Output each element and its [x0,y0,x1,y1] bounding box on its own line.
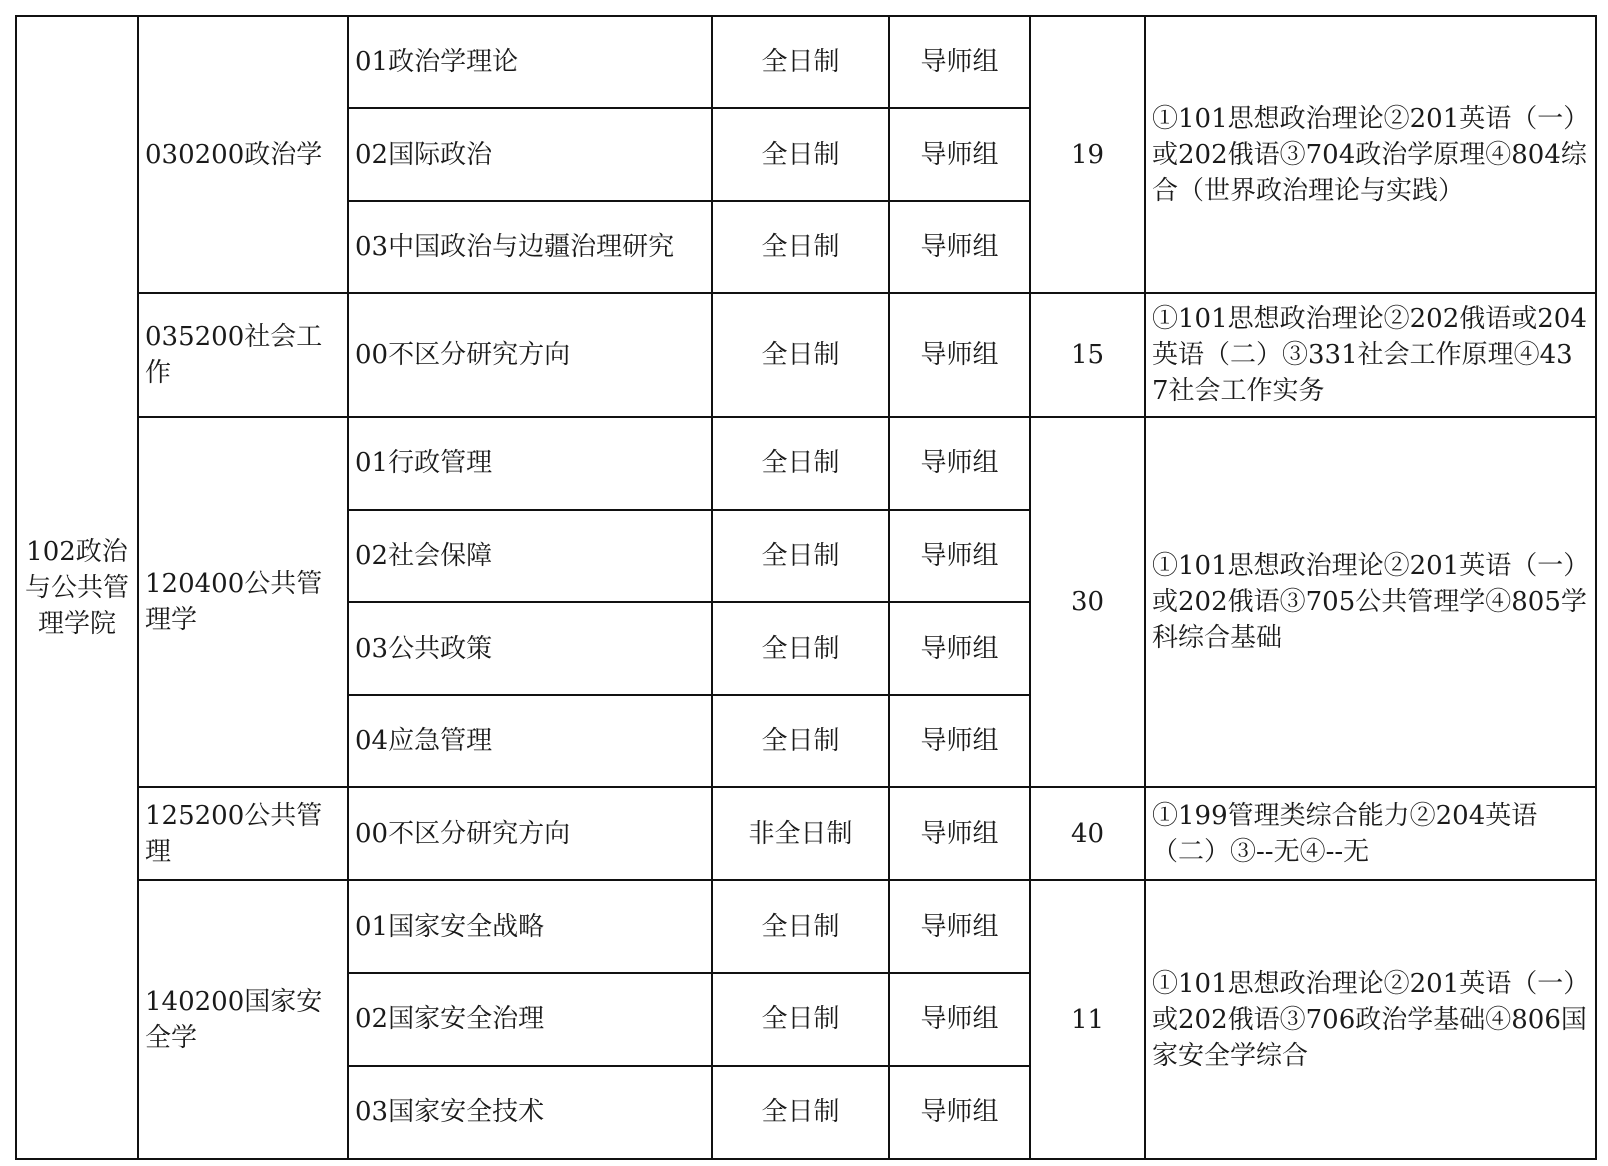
quota-cell: 19 [1030,16,1145,293]
supervisor-cell: 导师组 [889,417,1030,510]
admissions-table [15,15,1597,1160]
table-row [16,293,1596,416]
quota-cell: 30 [1030,417,1145,788]
supervisor-cell: 导师组 [889,16,1030,108]
supervisor-cell: 导师组 [889,108,1030,201]
supervisor-cell: 导师组 [889,787,1030,880]
study-mode-cell: 全日制 [712,293,889,416]
study-mode-cell: 全日制 [712,417,889,510]
admissions-table-container [15,15,1595,1160]
table-row [16,417,1596,510]
study-mode-cell: 全日制 [712,695,889,787]
study-mode-cell: 全日制 [712,108,889,201]
table-row [16,880,1596,972]
direction-cell: 02国家安全治理 [348,973,712,1066]
quota-cell: 11 [1030,880,1145,1159]
direction-cell: 02社会保障 [348,510,712,602]
major-cell: 035200社会工作 [138,293,348,416]
study-mode-cell: 全日制 [712,880,889,972]
direction-cell: 00不区分研究方向 [348,293,712,416]
exam-subjects-cell: ①199管理类综合能力②204英语（二）③--无④--无 [1145,787,1596,880]
table-row [16,787,1596,880]
quota-cell: 40 [1030,787,1145,880]
exam-subjects-cell: ①101思想政治理论②201英语（一）或202俄语③704政治学原理④804综合（世界政治理论与实践） [1145,16,1596,293]
supervisor-cell: 导师组 [889,695,1030,787]
direction-cell: 03中国政治与边疆治理研究 [348,201,712,293]
direction-cell: 03公共政策 [348,602,712,695]
supervisor-cell: 导师组 [889,602,1030,695]
study-mode-cell: 非全日制 [712,787,889,880]
exam-subjects-cell: ①101思想政治理论②201英语（一）或202俄语③706政治学基础④806国家安全学综合 [1145,880,1596,1159]
supervisor-cell: 导师组 [889,880,1030,972]
direction-cell: 03国家安全技术 [348,1066,712,1159]
study-mode-cell: 全日制 [712,602,889,695]
direction-cell: 01国家安全战略 [348,880,712,972]
supervisor-cell: 导师组 [889,201,1030,293]
direction-cell: 02国际政治 [348,108,712,201]
supervisor-cell: 导师组 [889,293,1030,416]
major-cell: 125200公共管理 [138,787,348,880]
study-mode-cell: 全日制 [712,201,889,293]
study-mode-cell: 全日制 [712,510,889,602]
supervisor-cell: 导师组 [889,973,1030,1066]
direction-cell: 01行政管理 [348,417,712,510]
college-cell: 102政治与公共管理学院 [16,16,138,1159]
study-mode-cell: 全日制 [712,973,889,1066]
study-mode-cell: 全日制 [712,16,889,108]
major-cell: 120400公共管理学 [138,417,348,788]
major-cell: 030200政治学 [138,16,348,293]
supervisor-cell: 导师组 [889,510,1030,602]
supervisor-cell: 导师组 [889,1066,1030,1159]
study-mode-cell: 全日制 [712,1066,889,1159]
exam-subjects-cell: ①101思想政治理论②201英语（一）或202俄语③705公共管理学④805学科综合基础 [1145,417,1596,788]
quota-cell: 15 [1030,293,1145,416]
direction-cell: 00不区分研究方向 [348,787,712,880]
table-row [16,16,1596,108]
direction-cell: 04应急管理 [348,695,712,787]
exam-subjects-cell: ①101思想政治理论②202俄语或204英语（二）③331社会工作原理④437社会工作实务 [1145,293,1596,416]
direction-cell: 01政治学理论 [348,16,712,108]
major-cell: 140200国家安全学 [138,880,348,1159]
